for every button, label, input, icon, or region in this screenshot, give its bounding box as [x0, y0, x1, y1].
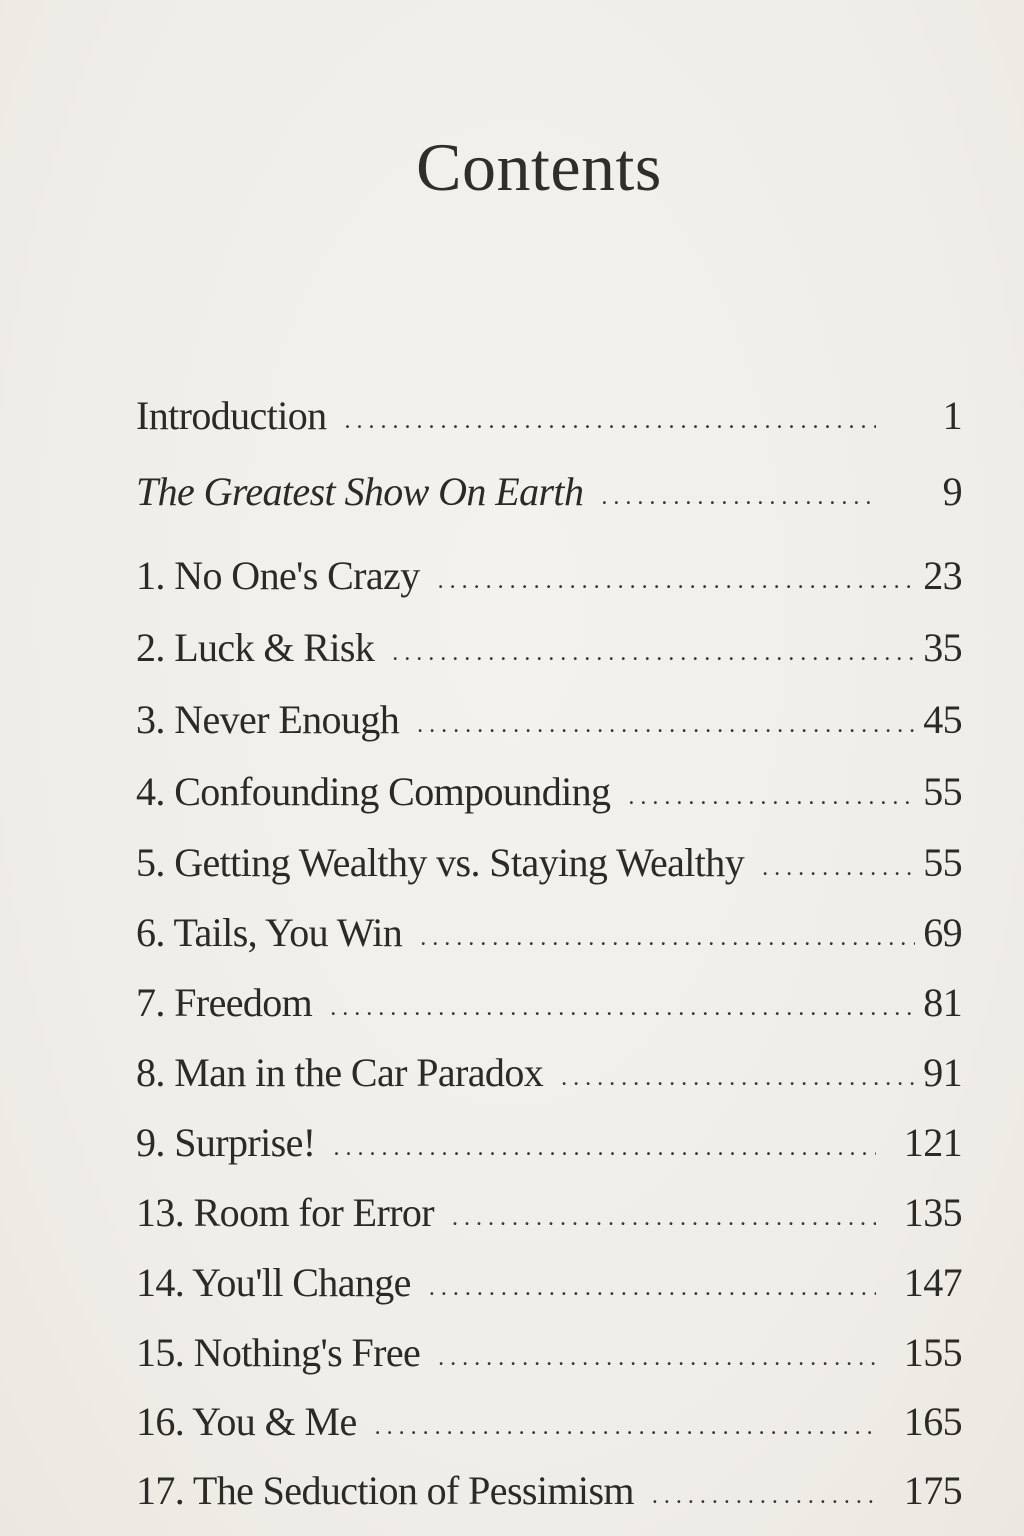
toc-entry-title: 17. The Seduction of Pessimism — [136, 1468, 634, 1513]
toc-entry-title: 3. Never Enough — [136, 697, 400, 742]
toc-entry-title: 15. Nothing's Free — [136, 1330, 421, 1375]
toc-entry-page: 147 — [903, 1260, 962, 1305]
toc-entry-title: Introduction — [136, 393, 327, 438]
toc-entry-title: 2. Luck & Risk — [136, 625, 375, 670]
toc-entry-title: 7. Freedom — [136, 980, 313, 1025]
toc-entry-chapter-3[interactable] — [136, 685, 962, 757]
dot-leader — [452, 1183, 876, 1253]
toc-entry-page: 91 — [923, 1050, 962, 1095]
toc-entry-page: 9 — [942, 469, 962, 514]
toc-entry-page: 23 — [923, 553, 962, 598]
dot-leader — [438, 546, 916, 616]
toc-entry-title: The Greatest Show On Earth — [136, 469, 584, 514]
dot-leader — [762, 833, 915, 903]
toc-entry-introduction[interactable] — [136, 385, 962, 461]
toc-entry-title: 1. No One's Crazy — [136, 553, 420, 598]
toc-entry-title: 16. You & Me — [136, 1399, 357, 1444]
dot-leader — [652, 1461, 876, 1531]
page-title: Contents — [416, 129, 662, 205]
toc-entry-chapter-5[interactable] — [136, 828, 962, 898]
toc-entry-page: 55 — [923, 840, 962, 885]
toc-entry-title: 6. Tails, You Win — [136, 910, 403, 955]
dot-leader — [561, 1043, 915, 1113]
toc-entry-chapter-15[interactable] — [136, 1318, 962, 1387]
toc-entry-chapter-8[interactable] — [136, 1038, 962, 1108]
toc-entry-chapter-4[interactable] — [136, 757, 962, 828]
dot-leader — [420, 903, 915, 973]
toc-entry-prologue[interactable] — [136, 461, 962, 541]
toc-entry-page: 135 — [903, 1190, 962, 1235]
toc-entry-page: 1 — [942, 393, 962, 438]
toc-entry-chapter-7[interactable] — [136, 968, 962, 1038]
toc-entry-chapter-1[interactable] — [136, 541, 962, 613]
toc-entry-title: 13. Room for Error — [136, 1190, 435, 1235]
toc-entry-page: 55 — [923, 769, 962, 814]
toc-entry-page: 165 — [903, 1399, 962, 1444]
toc-entry-chapter-17[interactable] — [136, 1456, 962, 1526]
toc-entry-chapter-2[interactable] — [136, 613, 962, 685]
dot-leader — [628, 762, 915, 832]
dot-leader — [330, 973, 915, 1043]
dot-leader — [601, 466, 876, 528]
toc-entry-chapter-14[interactable] — [136, 1248, 962, 1318]
toc-entry-title: 4. Confounding Compounding — [136, 769, 611, 814]
toc-entry-title: 9. Surprise! — [136, 1120, 316, 1165]
toc-entry-page: 175 — [903, 1468, 962, 1513]
dot-leader — [375, 1392, 876, 1462]
toc-entry-title: 14. You'll Change — [136, 1260, 411, 1305]
toc-entry-page: 35 — [923, 625, 962, 670]
dot-leader — [438, 1323, 876, 1393]
toc-entry-page: 121 — [903, 1120, 962, 1165]
toc-entry-chapter-6[interactable] — [136, 898, 962, 968]
toc-entry-title: 8. Man in the Car Paradox — [136, 1050, 544, 1095]
dot-leader — [417, 690, 915, 760]
toc-entry-title: 5. Getting Wealthy vs. Staying Wealthy — [136, 840, 745, 885]
toc-entry-page: 155 — [903, 1330, 962, 1375]
toc-entry-page: 69 — [923, 910, 962, 955]
dot-leader — [345, 390, 876, 452]
toc-entry-chapter-16[interactable] — [136, 1387, 962, 1456]
toc-entry-page: 45 — [923, 697, 962, 742]
toc-entry-page: 81 — [923, 980, 962, 1025]
table-of-contents — [136, 385, 962, 1526]
dot-leader — [429, 1253, 876, 1323]
dot-leader — [392, 618, 915, 688]
toc-entry-chapter-13[interactable] — [136, 1178, 962, 1248]
dot-leader — [333, 1113, 876, 1183]
toc-entry-chapter-9[interactable] — [136, 1108, 962, 1178]
